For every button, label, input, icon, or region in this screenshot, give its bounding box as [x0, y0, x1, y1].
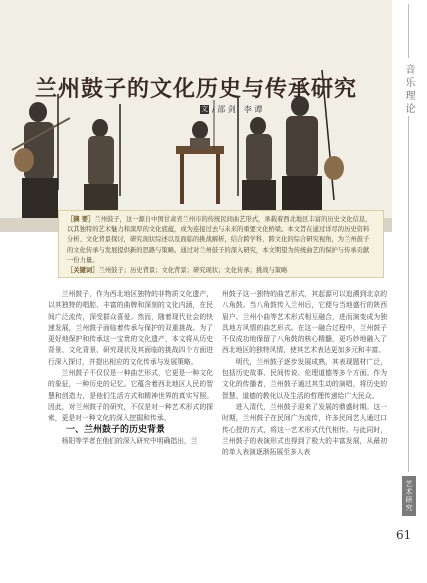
author-mark: 文 [201, 105, 208, 113]
body-paragraph: 兰州鼓子不仅仅是一种曲艺形式，它更是一种文化的象征，一种历史的记忆。它蕴含着西北地区人民的智慧和创造力，是他们生活方式和精神世界的真实写照。因此，对兰州鼓子的研究，不仅是对一种艺术形式的探索，更是对一种文化的深入挖掘和传承。 [48, 369, 213, 423]
article-authors [200, 104, 262, 115]
body-paragraph: 州鼓子这一独特的曲艺形式，其起源可以追溯到北京的八角鼓。当八角鼓传入兰州后，它便与当地盛行的陕西眉户、兰州小曲等艺术形式相互融合，进而演变成为独具地方风情的曲艺形式。在这一融合过程中，兰州鼓子不仅成功地保留了八角鼓的核心精髓，更巧妙地融入了西北地区的独特风情，使其艺术表达更加多元和丰富。 [222, 290, 387, 355]
article-title: 兰州鼓子的文化历史与传承研究 [34, 76, 357, 102]
header-photo [0, 0, 392, 232]
abstract-box [58, 210, 384, 278]
page-sidebar [392, 0, 427, 583]
section-heading: 一、兰州鼓子的历史背景 [66, 424, 166, 435]
sidebar-rule-top [408, 4, 409, 58]
body-column-left [48, 289, 213, 447]
column-name: 音乐理论 [403, 64, 414, 116]
sidebar-rule-middle [408, 116, 409, 472]
body-column-right [222, 289, 387, 458]
body-paragraph: 杨阳等学者在他们的深入研究中明确指出，兰 [61, 436, 198, 445]
author-names: / 邵 剑 李 谭 [212, 105, 263, 114]
keywords-label: ［关键词］ [67, 267, 99, 275]
body-paragraph: 进入清代，兰州鼓子迎来了发展的鼎盛时期。这一时期，兰州鼓子在民间广为流传，许多民间艺人通过口传心授的方式，将这一艺术形式代代相传。与此同时，兰州鼓子的表演形式也得到了极大的丰富发展，从最初的单人表演逐渐拓展至多人表 [222, 402, 387, 457]
section-tab: 艺术研究 [402, 476, 416, 516]
page-number: 61 [396, 528, 412, 542]
musicians-illustration [0, 0, 392, 232]
abstract-text: 兰州鼓子，这一源自中国甘肃省兰州市的传统民间曲艺形式，承载着西北地区丰富的历史文化信息，以其独特的艺术魅力和深厚的文化底蕴，成为连接过去与未来的重要文化桥梁。本文旨在通过详尽的历史资料分析、文化背景探讨，研究现状综述以及面临的挑战解析，结合跨学科、跨文化的综合研究视角，为兰州鼓子的文化传承与发展提供新的思路与策略。通过对兰州鼓子的深入研究，本文期望为传统曲艺的保护与传承贡献一份力量。 [67, 216, 372, 264]
keywords-text: 兰州鼓子；历史背景；文化背景；研究现状；文化传承；挑战与策略 [98, 267, 288, 275]
body-paragraph: 兰州鼓子，作为西北地区独特的非物质文化遗产，以其独特的唱腔、丰富的曲牌和深刻的文化内涵，在民间广泛流传，深受群众喜爱。然而，随着现代社会的快速发展，兰州鼓子面临着传承与保护的双重挑战。为了更好地保护和传承这一宝贵的文化遗产，本文将从历史背景、文化背景、研究现状及其面临的挑战四个方面进行深入探讨，并提出相应的文化传承与发展策略。 [48, 290, 213, 366]
abstract-label: ［摘 要］ [67, 216, 95, 223]
body-paragraph: 明代，兰州鼓子逐步发展成熟，其表现题材广泛，包括历史故事、民间传说、伦理道德等多个方面。作为文化的传播者，兰州鼓子通过其生动的演唱，将历史的智慧、道德的教化以及生活的哲理传递给广大民众。 [222, 357, 387, 400]
